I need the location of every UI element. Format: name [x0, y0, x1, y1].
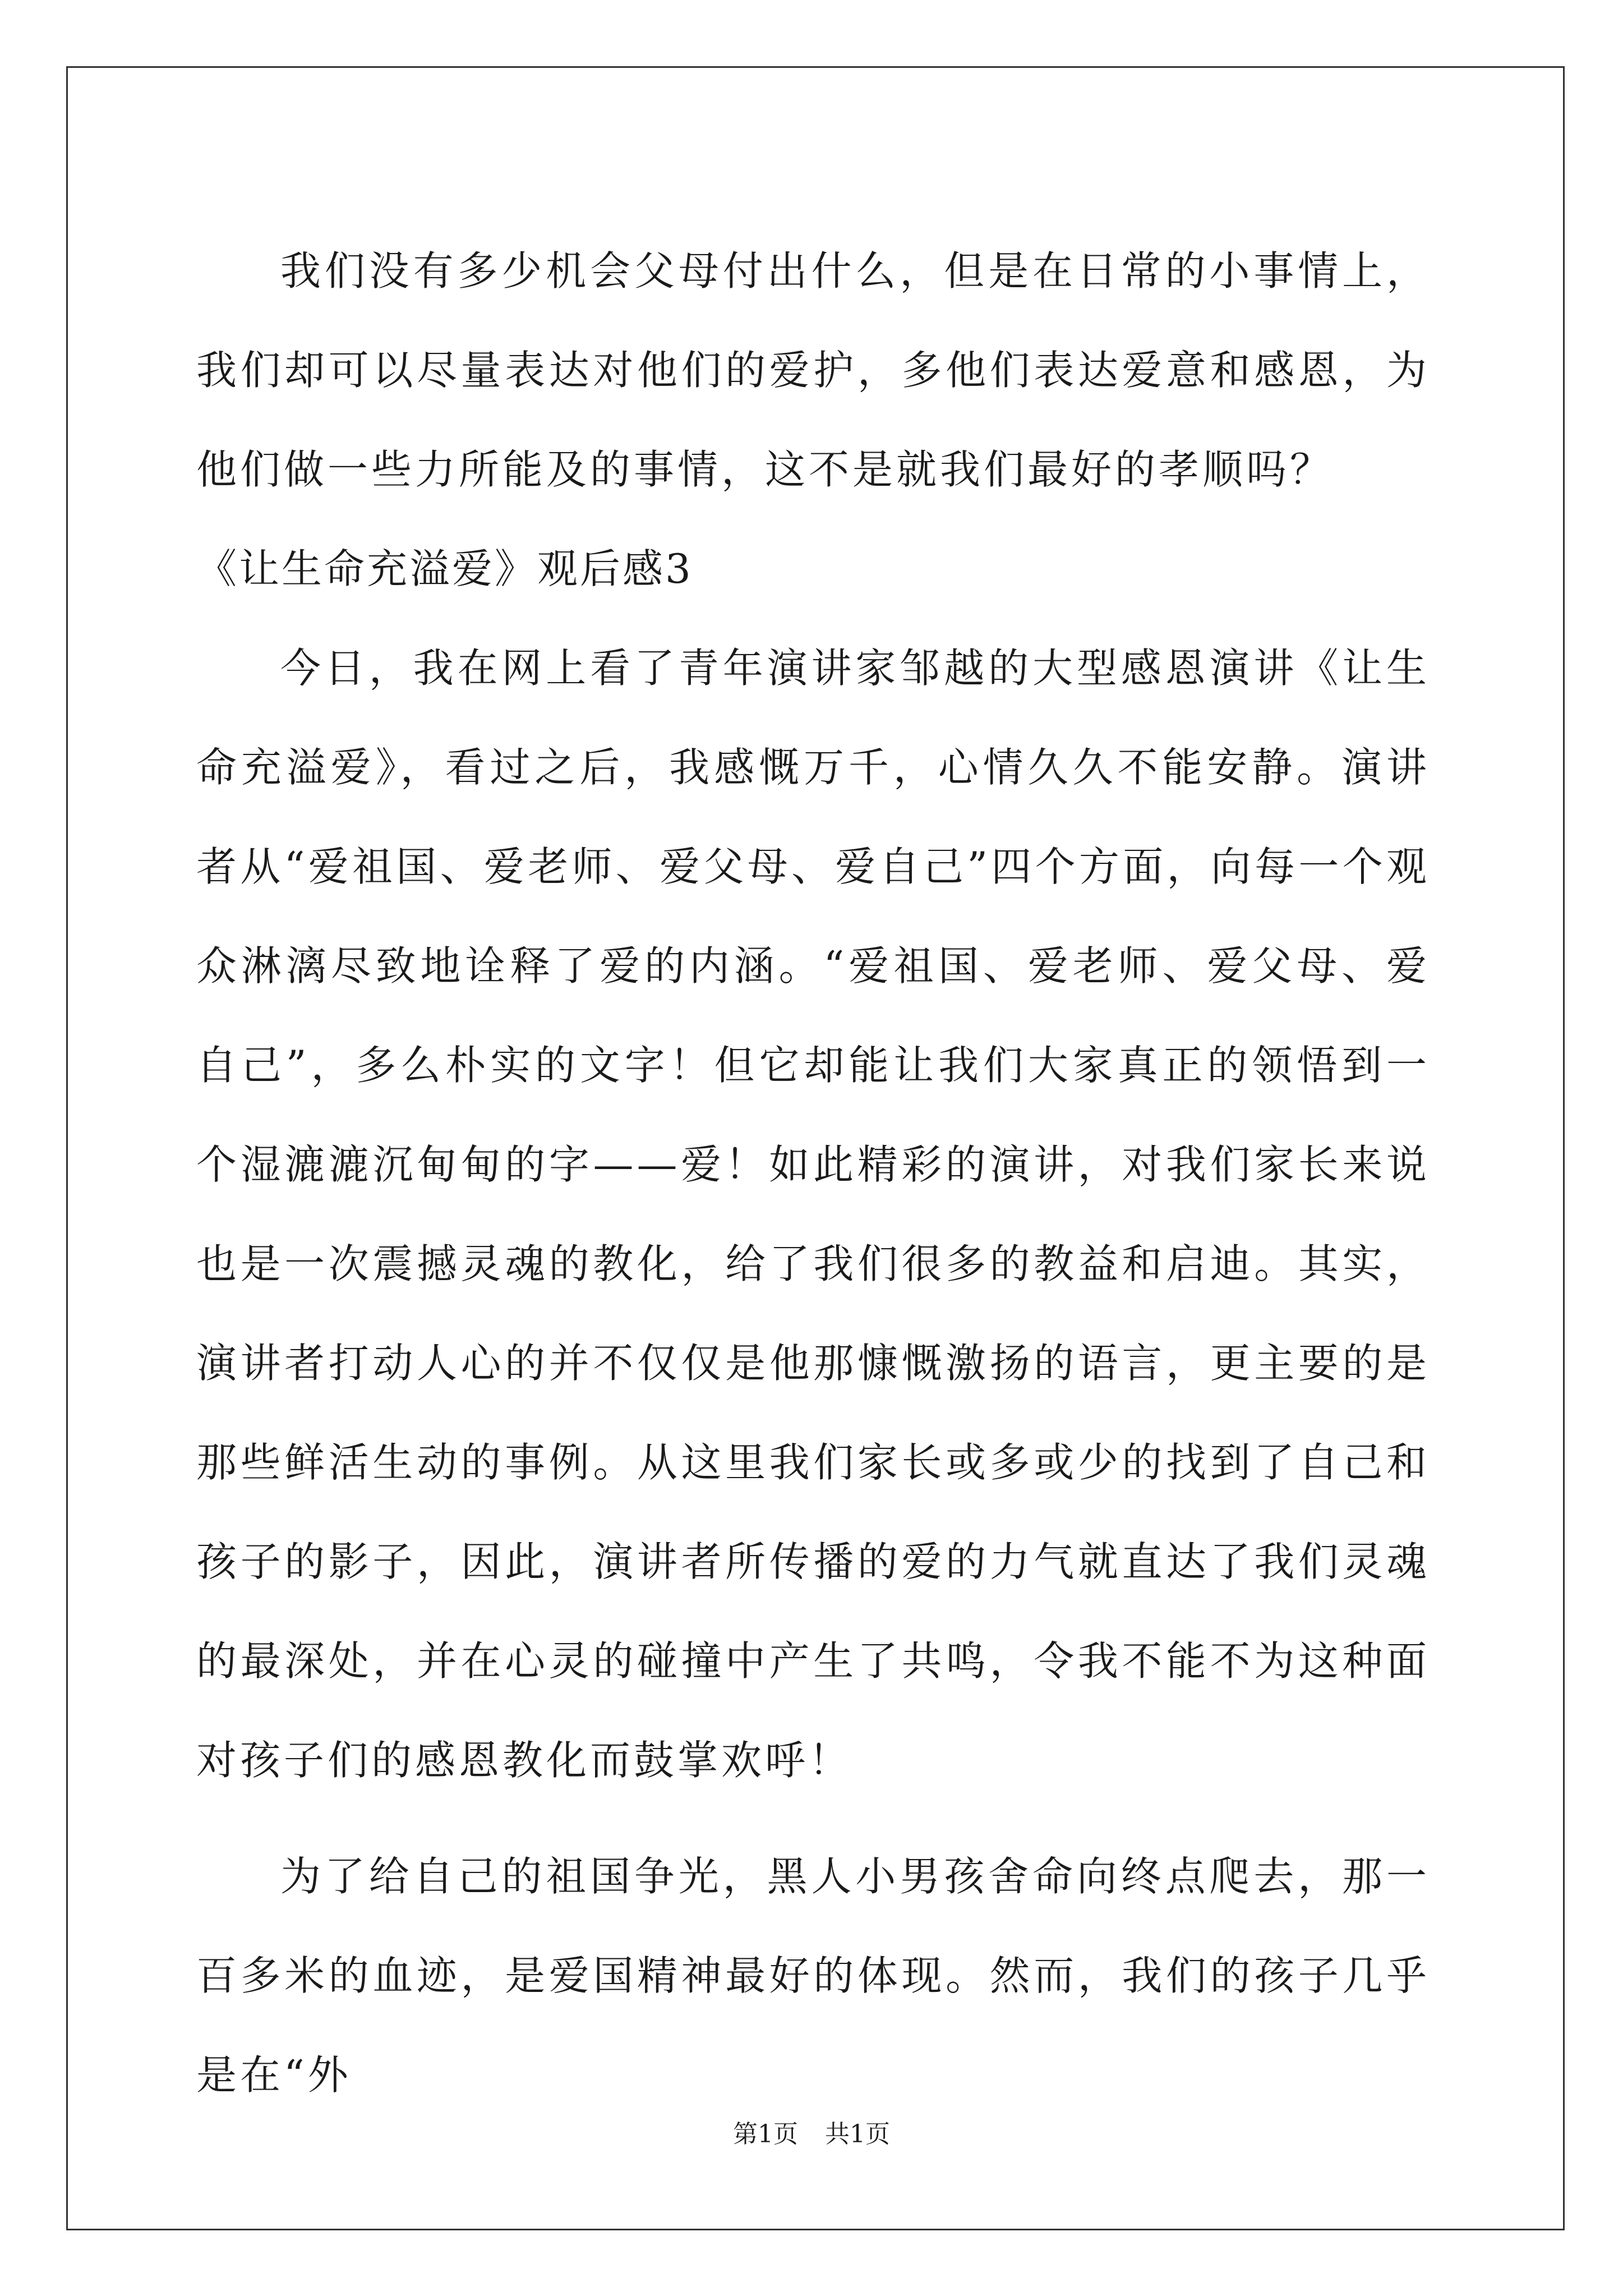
- paragraph-1: 我们没有多少机会父母付出什么，但是在日常的小事情上，我们却可以尽量表达对他们的爱护，多他们表达爱意和感恩，为他们做一些力所能及的事情，这不是就我们最好的孝顺吗？: [196, 247, 1430, 493]
- page-total: 共1页: [825, 2120, 890, 2148]
- paragraph-3: 为了给自己的祖国争光，黑人小男孩舍命向终点爬去，那一百多米的血迹，是爱国精神最好的体现。然而，我们的孩子几乎是在“外: [196, 1853, 1430, 2099]
- paragraph-2: 今日，我在网上看了青年演讲家邹越的大型感恩演讲《让生命充溢爱》，看过之后，我感慨万千，心情久久不能安静。演讲者从“爱祖国、爱老师、爱父母、爱自己”四个方面，向每一个观众淋漓尽致地诠释了爱的内涵。“爱祖国、爱老师、爱父母、爱自己”，多么朴实的文字！但它却能让我们大家真正的领悟到一个湿漉漉沉甸甸的字——爱！如此精彩的演讲，对我们家长来说也是一次震撼灵魂的教化，给了我们很多的教益和启迪。其实，演讲者打动人心的并不仅仅是他那慷慨激扬的语言，更主要的是那些鲜活生动的事例。从这里我们家长或多或少的找到了自己和孩子的影子，因此，演讲者所传播的爱的力气就直达了我们灵魂的最深处，并在心灵的碰撞中产生了共鸣，令我不能不为这种面对孩子们的感恩教化而鼓掌欢呼！: [196, 645, 1430, 1784]
- document-body: [196, 222, 1430, 2125]
- section-heading: 《让生命充溢爱》观后感3: [196, 545, 693, 592]
- page-footer: [0, 2118, 1623, 2151]
- page-number: 第1页: [733, 2120, 798, 2148]
